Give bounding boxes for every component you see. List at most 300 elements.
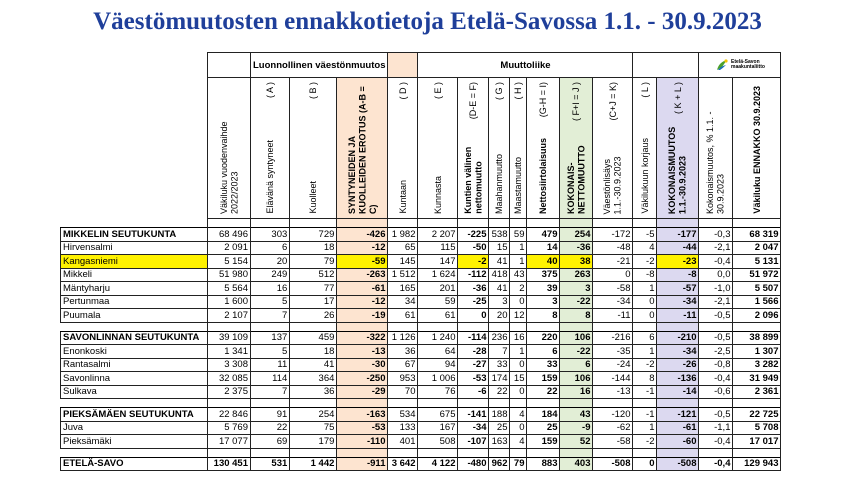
table-cell: 145 bbox=[399, 255, 416, 267]
table-cell: 303 bbox=[271, 228, 288, 240]
table-cell: 4 bbox=[649, 242, 655, 254]
table-cell: -34 bbox=[682, 296, 697, 308]
table-cell: -9 bbox=[582, 422, 591, 434]
municipality-name: Savonlinna bbox=[63, 372, 111, 384]
table-cell: 401 bbox=[399, 435, 416, 447]
table-cell: 41 bbox=[496, 282, 508, 294]
table-cell: -216 bbox=[611, 332, 631, 344]
municipality-name: Puumala bbox=[63, 309, 101, 321]
table-cell: 5 bbox=[281, 345, 288, 357]
table-cell: 130 451 bbox=[213, 458, 248, 470]
table-row bbox=[61, 295, 781, 309]
page-title: Väestömuutosten ennakkotietoja Etelä-Savossa 1.1. - 30.9.2023 bbox=[93, 8, 762, 35]
table-cell: 22 bbox=[546, 386, 558, 398]
table-cell: 1 341 bbox=[224, 345, 248, 357]
table-cell: 38 bbox=[579, 255, 591, 267]
table-cell: 254 bbox=[318, 408, 335, 420]
table-cell: 531 bbox=[271, 458, 288, 470]
table-cell: -36 bbox=[472, 282, 487, 294]
table-cell: -508 bbox=[677, 458, 697, 470]
table-row bbox=[61, 241, 781, 255]
table-cell: 79 bbox=[323, 255, 335, 267]
column-code: (G-H = I) bbox=[538, 82, 549, 118]
table-cell: 729 bbox=[318, 228, 335, 240]
table-cell: -0,4 bbox=[714, 435, 731, 447]
table-cell: 2 207 bbox=[431, 228, 456, 240]
table-cell: 5 708 bbox=[754, 422, 779, 434]
table-cell: 184 bbox=[541, 408, 558, 420]
table-cell: -59 bbox=[371, 255, 386, 267]
column-code: ( F+I = J ) bbox=[571, 82, 582, 122]
municipality-name: Mikkeli bbox=[63, 269, 93, 281]
table-cell: 962 bbox=[491, 458, 508, 470]
municipality-name: Enonkoski bbox=[63, 345, 107, 357]
table-cell: -34 bbox=[616, 296, 631, 308]
table-cell: 0 bbox=[649, 309, 655, 321]
table-cell: -0,3 bbox=[714, 228, 731, 240]
table-cell: 2 047 bbox=[754, 242, 779, 254]
municipality-name: SAVONLINNAN SEUTUKUNTA bbox=[63, 332, 200, 344]
column-header: KOKONAIS-NETTOMUUTTO bbox=[565, 145, 587, 214]
table-cell: 51 980 bbox=[218, 269, 248, 281]
table-cell: 1 624 bbox=[431, 269, 456, 281]
table-cell: 22 846 bbox=[218, 408, 248, 420]
table-cell: 33 bbox=[496, 359, 508, 371]
column-header: Kuolleet bbox=[308, 181, 319, 214]
table-cell: -48 bbox=[616, 242, 631, 254]
table-cell: -250 bbox=[366, 372, 386, 384]
table-cell: 201 bbox=[439, 282, 456, 294]
table-cell: 59 bbox=[513, 228, 525, 240]
municipality-name: ETELÄ-SAVO bbox=[63, 458, 124, 470]
table-cell: 1 442 bbox=[310, 458, 335, 470]
table-row bbox=[61, 358, 781, 372]
table-cell: 163 bbox=[491, 435, 508, 447]
table-cell: 364 bbox=[318, 372, 335, 384]
table-cell: 18 bbox=[323, 242, 335, 254]
table-cell: -107 bbox=[467, 435, 487, 447]
table-cell: -0,4 bbox=[714, 372, 731, 384]
table-cell: 418 bbox=[491, 269, 508, 281]
table-cell: 51 972 bbox=[749, 269, 779, 281]
column-header: KOKONAISMUUTOS 1.1.-30.9.2023 bbox=[667, 126, 688, 214]
table-cell: 0 bbox=[519, 296, 525, 308]
column-header: Maastamuutto bbox=[513, 156, 524, 214]
table-cell: 512 bbox=[318, 269, 335, 281]
table-cell: -21 bbox=[616, 255, 631, 267]
municipality-name: Mäntyharju bbox=[63, 282, 110, 294]
table-cell: 0 bbox=[519, 386, 525, 398]
municipality-name: Sulkava bbox=[63, 386, 97, 398]
municipality-name: Kangasniemi bbox=[63, 255, 118, 267]
table-cell: 8 bbox=[649, 372, 655, 384]
municipality-name: PIEKSÄMÄEN SEUTUKUNTA bbox=[63, 408, 194, 420]
table-cell: 479 bbox=[541, 228, 558, 240]
table-cell: 39 bbox=[546, 282, 558, 294]
table-row bbox=[61, 421, 781, 435]
table-cell: 34 bbox=[404, 296, 416, 308]
municipality-name: Juva bbox=[63, 422, 84, 434]
table-cell: -322 bbox=[366, 332, 386, 344]
table-cell: -62 bbox=[616, 422, 631, 434]
table-cell: 7 bbox=[281, 309, 288, 321]
table-cell: 20 bbox=[496, 309, 508, 321]
table-cell: 375 bbox=[541, 269, 558, 281]
table-cell: 0,0 bbox=[717, 269, 731, 281]
population-change-table bbox=[60, 52, 781, 471]
table-cell: 22 725 bbox=[749, 408, 779, 420]
natural-change-heading: Luonnollinen väestönmuutos bbox=[253, 59, 386, 71]
table-cell: -172 bbox=[611, 228, 631, 240]
table-cell: 1 bbox=[519, 345, 525, 357]
table-cell: 33 bbox=[546, 359, 558, 371]
table-cell: -2,5 bbox=[714, 345, 731, 357]
table-cell: 64 bbox=[444, 345, 456, 357]
table-cell: 403 bbox=[574, 458, 591, 470]
table-cell: -136 bbox=[677, 372, 697, 384]
table-cell: -53 bbox=[472, 372, 487, 384]
table-cell: 5 507 bbox=[754, 282, 779, 294]
logo-text-line1: Etelä-Savon bbox=[731, 59, 760, 65]
table-cell: 0 bbox=[519, 359, 525, 371]
table-cell: 0 bbox=[481, 309, 487, 321]
table-cell: -22 bbox=[576, 296, 591, 308]
table-cell: -2 bbox=[478, 255, 487, 267]
table-cell: 0 bbox=[625, 269, 631, 281]
table-cell: -26 bbox=[682, 359, 697, 371]
table-cell: -61 bbox=[682, 422, 697, 434]
table-cell: -12 bbox=[371, 242, 386, 254]
table-cell: 508 bbox=[439, 435, 456, 447]
table-cell: -2,1 bbox=[714, 242, 731, 254]
table-cell: 3 bbox=[552, 296, 558, 308]
table-cell: 179 bbox=[318, 435, 335, 447]
table-cell: 17 bbox=[323, 296, 335, 308]
table-cell: 4 bbox=[519, 408, 525, 420]
table-cell: 1 bbox=[519, 242, 525, 254]
table-cell: -911 bbox=[366, 458, 386, 470]
table-cell: -58 bbox=[616, 282, 631, 294]
table-cell: 129 943 bbox=[744, 458, 779, 470]
table-cell: 70 bbox=[404, 386, 416, 398]
table-cell: 61 bbox=[444, 309, 456, 321]
table-cell: -25 bbox=[472, 296, 487, 308]
table-cell: -163 bbox=[366, 408, 386, 420]
table-cell: -508 bbox=[611, 458, 631, 470]
table-cell: 6 bbox=[585, 359, 591, 371]
table-cell: -0,8 bbox=[714, 359, 731, 371]
table-cell: 20 bbox=[276, 255, 288, 267]
table-cell: 65 bbox=[404, 242, 416, 254]
table-cell: 7 bbox=[502, 345, 508, 357]
table-cell: -2 bbox=[646, 359, 655, 371]
municipality-name: Pieksämäki bbox=[63, 435, 112, 447]
table-cell: 5 769 bbox=[224, 422, 248, 434]
column-code: ( G ) bbox=[494, 82, 505, 100]
table-cell: 8 bbox=[585, 309, 591, 321]
table-cell: -13 bbox=[371, 345, 386, 357]
table-cell: 7 bbox=[281, 386, 288, 398]
table-cell: 115 bbox=[440, 242, 456, 254]
table-row bbox=[61, 282, 781, 296]
column-header: Kunnasta bbox=[432, 175, 443, 214]
table-cell: 79 bbox=[513, 458, 525, 470]
table-row bbox=[61, 331, 781, 345]
table-cell: 534 bbox=[399, 408, 416, 420]
column-header: Kuntaan bbox=[397, 180, 408, 214]
table-cell: 3 642 bbox=[391, 458, 416, 470]
table-cell: -8 bbox=[688, 269, 697, 281]
table-row bbox=[61, 457, 781, 471]
table-cell: 1 512 bbox=[391, 269, 416, 281]
column-header: Maahanmuutto bbox=[494, 153, 505, 214]
table-cell: -110 bbox=[366, 435, 386, 447]
table-cell: -121 bbox=[677, 408, 697, 420]
table-cell: 22 bbox=[276, 422, 288, 434]
table-row bbox=[61, 435, 781, 449]
table-cell: -12 bbox=[371, 296, 386, 308]
table-cell: 106 bbox=[574, 332, 591, 344]
table-row bbox=[61, 372, 781, 386]
table-cell: 1 307 bbox=[754, 345, 779, 357]
table-cell: 1 bbox=[649, 345, 655, 357]
table-cell: -0,5 bbox=[714, 408, 731, 420]
column-code: (D-E = F) bbox=[468, 82, 479, 120]
table-cell: 538 bbox=[491, 228, 508, 240]
column-header: Kokonaismuutos, % 1.1. - 30.9.2023 bbox=[705, 111, 726, 214]
table-cell: -22 bbox=[576, 345, 591, 357]
table-cell: -141 bbox=[467, 408, 487, 420]
table-cell: -1 bbox=[646, 386, 655, 398]
table-cell: 249 bbox=[271, 269, 288, 281]
table-cell: -50 bbox=[472, 242, 487, 254]
table-cell: 91 bbox=[276, 408, 288, 420]
table-cell: -34 bbox=[472, 422, 487, 434]
table-cell: 38 899 bbox=[749, 332, 779, 344]
table-cell: -1 bbox=[646, 408, 655, 420]
table-cell: 5 564 bbox=[224, 282, 248, 294]
table-cell: -24 bbox=[616, 359, 631, 371]
table-cell: 77 bbox=[323, 282, 335, 294]
table-cell: 1 240 bbox=[431, 332, 456, 344]
table-cell: -57 bbox=[682, 282, 697, 294]
table-cell: -13 bbox=[616, 386, 631, 398]
table-cell: -29 bbox=[371, 386, 386, 398]
table-cell: -11 bbox=[683, 309, 697, 321]
table-cell: -61 bbox=[371, 282, 386, 294]
table-cell: 1 bbox=[649, 422, 655, 434]
table-cell: 220 bbox=[541, 332, 558, 344]
table-row bbox=[61, 268, 781, 282]
table-cell: 17 017 bbox=[749, 435, 779, 447]
table-cell: 16 bbox=[276, 282, 288, 294]
table-cell: 6 bbox=[552, 345, 558, 357]
table-cell: 14 bbox=[546, 242, 558, 254]
table-cell: 6 bbox=[649, 332, 655, 344]
table-cell: -177 bbox=[677, 228, 697, 240]
table-cell: 8 bbox=[552, 309, 558, 321]
table-cell: 43 bbox=[579, 408, 591, 420]
table-cell: -263 bbox=[366, 269, 386, 281]
table-cell: 1 bbox=[649, 282, 655, 294]
table-cell: 3 282 bbox=[754, 359, 779, 371]
table-cell: 263 bbox=[574, 269, 591, 281]
table-cell: 159 bbox=[541, 435, 558, 447]
leaf-logo-icon bbox=[715, 58, 729, 72]
table-cell: 174 bbox=[491, 372, 508, 384]
table-cell: 31 949 bbox=[749, 372, 779, 384]
table-cell: 41 bbox=[496, 255, 508, 267]
table-cell: 675 bbox=[439, 408, 456, 420]
table-cell: -1,0 bbox=[714, 282, 731, 294]
table-cell: -5 bbox=[646, 228, 655, 240]
table-cell: 254 bbox=[574, 228, 591, 240]
table-cell: 0 bbox=[649, 458, 655, 470]
table-cell: 94 bbox=[444, 359, 456, 371]
table-cell: 11 bbox=[277, 359, 288, 371]
table-cell: 4 122 bbox=[431, 458, 456, 470]
column-header: Väkiluku vuodenvaihde 2022/2023 bbox=[218, 121, 239, 214]
column-header: Nettosiirtolaisuus bbox=[538, 137, 549, 214]
municipality-name: Hirvensalmi bbox=[63, 242, 113, 254]
table-row bbox=[61, 309, 781, 323]
table-cell: -114 bbox=[467, 332, 487, 344]
table-cell: 953 bbox=[399, 372, 416, 384]
column-code: ( B ) bbox=[308, 82, 319, 99]
table-row bbox=[61, 228, 781, 242]
table-cell: 3 bbox=[502, 296, 508, 308]
table-cell: 41 bbox=[323, 359, 335, 371]
column-code: ( A ) bbox=[264, 82, 275, 99]
table-cell: 25 bbox=[546, 422, 558, 434]
municipality-name: MIKKELIN SEUTUKUNTA bbox=[63, 228, 177, 240]
table-cell: 1 bbox=[519, 255, 525, 267]
table-cell: 67 bbox=[404, 359, 416, 371]
table-cell: 114 bbox=[272, 372, 288, 384]
table-cell: -0,5 bbox=[714, 309, 731, 321]
table-cell: 167 bbox=[439, 422, 456, 434]
table-cell: 75 bbox=[323, 422, 335, 434]
table-row bbox=[61, 385, 781, 399]
table-cell: 16 bbox=[513, 332, 525, 344]
table-cell: -35 bbox=[616, 345, 631, 357]
column-header: Väkilukuun korjaus bbox=[639, 138, 650, 214]
table-cell: 36 bbox=[404, 345, 416, 357]
table-cell: 147 bbox=[439, 255, 456, 267]
table-cell: -2 bbox=[646, 255, 655, 267]
table-cell: -6 bbox=[478, 386, 487, 398]
table-row bbox=[61, 408, 781, 422]
municipality-name: Pertunmaa bbox=[63, 296, 110, 308]
table-cell: -23 bbox=[682, 255, 697, 267]
table-cell: 137 bbox=[271, 332, 288, 344]
table-row bbox=[61, 255, 781, 269]
column-header: Kuntien välinen nettomuutto bbox=[462, 146, 484, 214]
table-cell: 39 109 bbox=[218, 332, 248, 344]
table-row bbox=[61, 345, 781, 359]
table-cell: -144 bbox=[611, 372, 631, 384]
table-cell: 159 bbox=[541, 372, 558, 384]
table-cell: 2 091 bbox=[224, 242, 248, 254]
table-cell: -210 bbox=[677, 332, 697, 344]
table-cell: -426 bbox=[366, 228, 386, 240]
migration-heading: Muuttoliike bbox=[500, 59, 551, 71]
column-code: ( L ) bbox=[639, 82, 650, 98]
table-cell: -1,1 bbox=[714, 422, 731, 434]
table-cell: -36 bbox=[576, 242, 591, 254]
table-cell: -44 bbox=[682, 242, 697, 254]
table-cell: -0,5 bbox=[714, 332, 731, 344]
table-cell: -28 bbox=[472, 345, 487, 357]
table-cell: -120 bbox=[611, 408, 631, 420]
table-cell: 1 600 bbox=[224, 296, 248, 308]
table-cell: -480 bbox=[467, 458, 487, 470]
column-header: SYNTYNEIDEN JA KUOLLEIDEN EROTUS (A-B = C) bbox=[346, 86, 378, 214]
table-cell: 1 006 bbox=[431, 372, 456, 384]
table-cell: 4 bbox=[519, 435, 525, 447]
column-code: ( E ) bbox=[432, 82, 443, 99]
table-cell: 52 bbox=[579, 435, 591, 447]
table-cell: 106 bbox=[574, 372, 591, 384]
table-cell: -58 bbox=[616, 435, 631, 447]
table-cell: 59 bbox=[444, 296, 456, 308]
table-cell: 5 131 bbox=[754, 255, 779, 267]
table-cell: -2 bbox=[646, 435, 655, 447]
table-cell: -30 bbox=[371, 359, 386, 371]
table-cell: -11 bbox=[617, 309, 631, 321]
table-cell: 2 096 bbox=[754, 309, 779, 321]
table-cell: 188 bbox=[491, 408, 508, 420]
table-cell: -34 bbox=[682, 345, 697, 357]
table-cell: -112 bbox=[467, 269, 487, 281]
table-cell: 1 126 bbox=[391, 332, 416, 344]
table-cell: -14 bbox=[682, 386, 697, 398]
table-cell: 18 bbox=[323, 345, 335, 357]
table-cell: 3 bbox=[585, 282, 591, 294]
table-cell: 2 361 bbox=[754, 386, 779, 398]
column-header: Väkiluku ENNAKKO 30.9.2023 bbox=[751, 86, 762, 214]
table-cell: 15 bbox=[513, 372, 525, 384]
table-cell: 0 bbox=[519, 422, 525, 434]
table-cell: -27 bbox=[472, 359, 487, 371]
table-cell: 5 154 bbox=[224, 255, 248, 267]
table-cell: 459 bbox=[318, 332, 335, 344]
table-cell: 15 bbox=[496, 242, 508, 254]
table-cell: -8 bbox=[646, 269, 655, 281]
municipality-name: Rantasalmi bbox=[63, 359, 111, 371]
table-cell: 25 bbox=[496, 422, 508, 434]
table-cell: 32 085 bbox=[218, 372, 248, 384]
table-cell: 76 bbox=[444, 386, 456, 398]
table-cell: 133 bbox=[399, 422, 416, 434]
table-cell: 2 bbox=[519, 282, 525, 294]
table-cell: 61 bbox=[404, 309, 416, 321]
table-cell: -0,4 bbox=[714, 255, 731, 267]
column-header: Väestönlisäys 1.1.-30.9.2023 bbox=[602, 155, 623, 214]
table-cell: -0,4 bbox=[714, 458, 731, 470]
table-cell: 68 496 bbox=[218, 228, 248, 240]
table-cell: 2 375 bbox=[224, 386, 248, 398]
table-cell: 22 bbox=[496, 386, 508, 398]
table-cell: 1 982 bbox=[391, 228, 416, 240]
column-code: ( D ) bbox=[397, 82, 408, 100]
table-cell: 68 319 bbox=[749, 228, 779, 240]
table-cell: 6 bbox=[281, 242, 288, 254]
table-cell: 43 bbox=[513, 269, 525, 281]
table-cell: 0 bbox=[649, 296, 655, 308]
column-header: Elävänä syntyneet bbox=[264, 140, 275, 214]
table-cell: 883 bbox=[541, 458, 558, 470]
